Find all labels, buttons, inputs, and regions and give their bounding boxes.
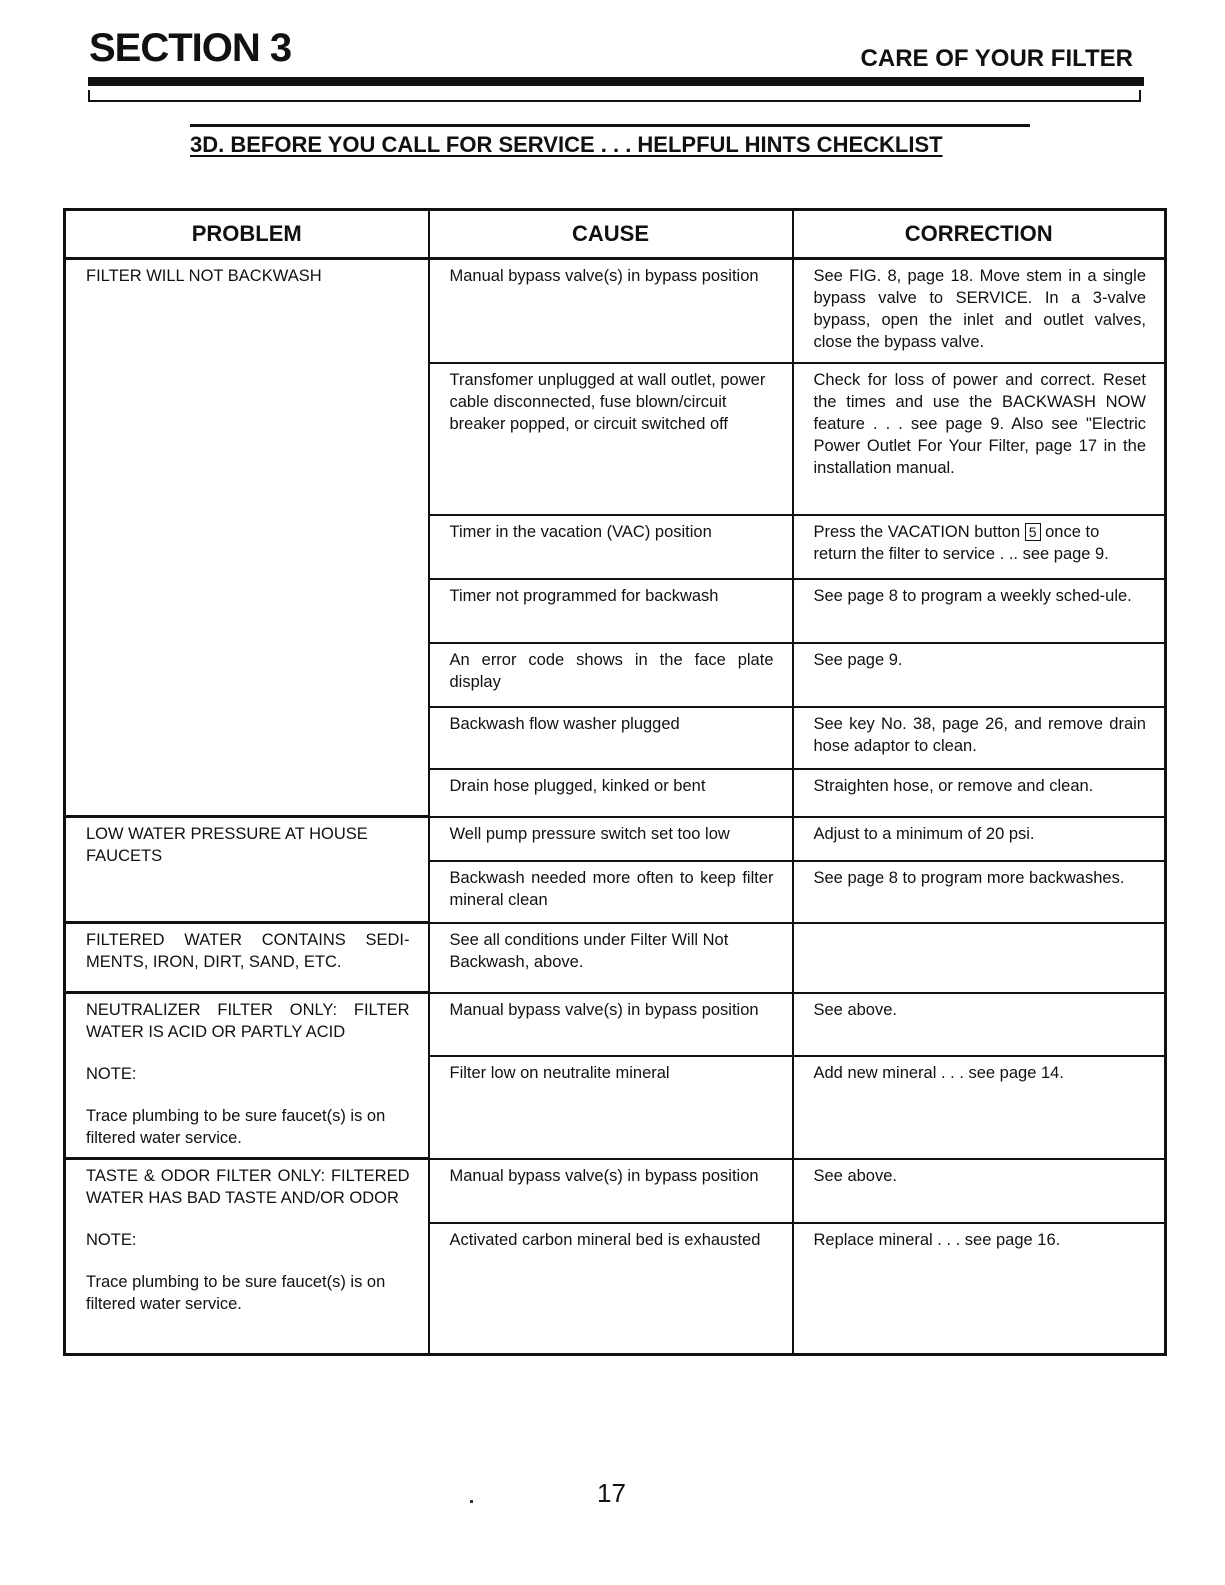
table-header-row (65, 210, 1166, 259)
cause-cell: Filter low on neutralite mineral (429, 1056, 793, 1158)
correction-cell (793, 515, 1166, 579)
stray-mark (470, 1500, 473, 1503)
table-row (65, 259, 1166, 363)
correction-cell: See above. (793, 993, 1166, 1057)
cause-cell: Backwash needed more often to keep filter mineral clean (429, 861, 793, 923)
table-row (65, 817, 1166, 861)
correction-cell: Straighten hose, or remove and clean. (793, 769, 1166, 817)
subtitle-overline (190, 124, 1030, 127)
page-number: 17 (597, 1478, 626, 1508)
correction-cell (793, 923, 1166, 993)
key-5-icon: 5 (1025, 523, 1041, 541)
correction-text: once to return the filter to service . .. see page 9. (813, 522, 1109, 563)
cause-cell: Timer in the vacation (VAC) position (429, 515, 793, 579)
cause-cell: See all conditions under Filter Will Not Backwash, above. (429, 923, 793, 993)
problem-cell: LOW WATER PRESSURE AT HOUSE FAUCETS (65, 817, 429, 923)
cause-cell: Timer not programmed for backwash (429, 579, 793, 643)
cause-cell: Transfomer unplugged at wall outlet, power cable disconnected, fuse blown/circuit breaker popped, or circuit switched off (429, 363, 793, 515)
correction-cell: Check for loss of power and correct. Reset the times and use the BACKWASH NOW feature . . . see page 9. Also see "Electric Power Outlet For Your Filter, page 17 in the installation manual. (793, 363, 1166, 515)
header-correction: CORRECTION (793, 210, 1166, 259)
cause-cell: Backwash flow washer plugged (429, 707, 793, 769)
problem-cell (65, 1159, 429, 1355)
section-subject: CARE OF YOUR FILTER (860, 45, 1133, 72)
correction-cell: Add new mineral . . . see page 14. (793, 1056, 1166, 1158)
header-cause: CAUSE (429, 210, 793, 259)
correction-cell: See above. (793, 1159, 1166, 1223)
problem-cell: FILTERED WATER CONTAINS SEDI-MENTS, IRON, DIRT, SAND, ETC. (65, 923, 429, 993)
correction-cell: See page 8 to program a weekly sched-ule. (793, 579, 1166, 643)
correction-cell: See page 8 to program more backwashes. (793, 861, 1166, 923)
table-row (65, 923, 1166, 993)
cause-cell: Well pump pressure switch set too low (429, 817, 793, 861)
table-row (65, 1159, 1166, 1223)
correction-cell: Adjust to a minimum of 20 psi. (793, 817, 1166, 861)
problem-cell: FILTER WILL NOT BACKWASH (65, 259, 429, 817)
correction-cell: See FIG. 8, page 18. Move stem in a single bypass valve to SERVICE. In a 3-valve bypass, open the inlet and outlet valves, close the bypass valve. (793, 259, 1166, 363)
correction-text: Press the VACATION button (813, 522, 1021, 541)
section-title: SECTION 3 (89, 26, 292, 70)
note-text: Trace plumbing to be sure faucet(s) is on filtered water service. (86, 1107, 386, 1147)
problem-cell (65, 993, 429, 1159)
correction-cell: See page 9. (793, 643, 1166, 707)
cause-cell: Manual bypass valve(s) in bypass position (429, 1159, 793, 1223)
correction-cell: Replace mineral . . . see page 16. (793, 1223, 1166, 1355)
note-text: Trace plumbing to be sure faucet(s) is on filtered water service. (86, 1273, 386, 1313)
page-subtitle: 3D. BEFORE YOU CALL FOR SERVICE . . . HELPFUL HINTS CHECKLIST (190, 132, 943, 157)
cause-cell: Drain hose plugged, kinked or bent (429, 769, 793, 817)
correction-cell: See key No. 38, page 26, and remove drain hose adaptor to clean. (793, 707, 1166, 769)
header-problem: PROBLEM (65, 210, 429, 259)
problem-text: TASTE & ODOR FILTER ONLY: FILTERED WATER HAS BAD TASTE AND/OR ODOR (86, 1167, 410, 1207)
note-label: NOTE: (86, 1231, 137, 1249)
table-row (65, 993, 1166, 1057)
service-checklist-table (63, 208, 1167, 1356)
cause-cell: An error code shows in the face plate display (429, 643, 793, 707)
note-label: NOTE: (86, 1065, 137, 1083)
header-rule (88, 77, 1144, 86)
cause-cell: Activated carbon mineral bed is exhausted (429, 1223, 793, 1355)
cause-cell: Manual bypass valve(s) in bypass position (429, 259, 793, 363)
header-rule-box (88, 90, 1141, 102)
problem-text: NEUTRALIZER FILTER ONLY: FILTER WATER IS ACID OR PARTLY ACID (86, 1001, 410, 1041)
cause-cell: Manual bypass valve(s) in bypass position (429, 993, 793, 1057)
